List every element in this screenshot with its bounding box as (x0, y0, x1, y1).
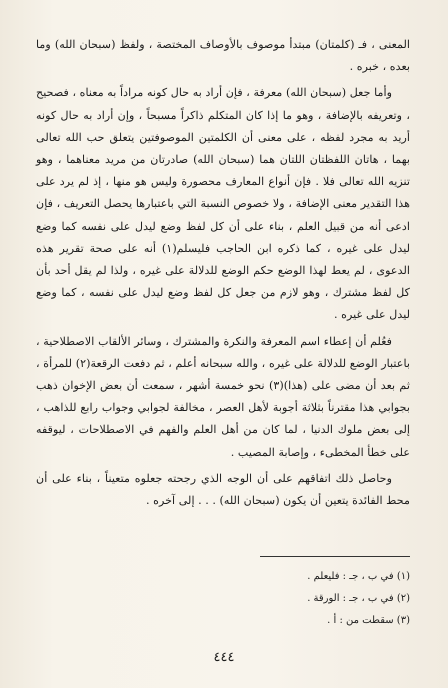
paragraph-1: المعنى ، فـ (كلمتان) مبتدأ موصوف بالأوصاف المختصة ، ولفظ (سبحان الله) وما بعده ، خبره . (36, 38, 410, 74)
footnote-divider (260, 556, 410, 557)
page-number: ٤٤٤ (213, 650, 235, 665)
footnote-3: (٣) سقطت من : أ . (327, 615, 410, 626)
footnote-2: (٢) في ب ، جـ : الورقة . (307, 593, 410, 604)
paragraph-2: وأما جعل (سبحان الله) معرفة ، فإن أراد به حال كونه مراداً به معناه ، فصحيح ، وتعريفه بالإضافة ، وهو ما إذا كان المتكلم ذاكراً مسبحاً ، وإن أراد به حال كونه أريد به مجرد لفظه ، على معنى أن الكلمتين الموصوفتين يتعلق حب الله تعالى بهما ، هاتان اللفظتان اللتان هما (سبحان الله) صادرتان من مريد معناهما ، وهو تنزيه الله تعالى فلا . فإن أنواع المعارف محصورة وليس هو منها ، إذ لم يرد على هذا التقدير معنى الإضافة ، ولا خصوص النسبة التي باعتبارها يحصل التعريف ، فإن ادعى أنه من قبيل العلم ، بناء على أن كل لفظ وضع ليدل على نفسه كما وضع ليدل على غيره ، كما ذكره ابن الحاجب فليسلم(١) أنه على صحة تقرير هذه الدعوى ، لم يعط لهذا الوضع حكم الوضع للدلالة على غيره ، ولذا لم يقل أحد بأن كل لفظ مشترك ، وهو لازم من جعل كل لفظ وضع ليدل على نفسه ، كما وضع ليدل على غيره . (36, 86, 410, 322)
main-text (36, 34, 410, 512)
paragraph-4: وحاصل ذلك اتفاقهم على أن الوجه الذي رجحته جعلوه متعيناً ، بناء على أن محط الفائدة يتعين أن يكون (سبحان الله) . . . إلى آخره . (36, 471, 410, 508)
footnotes (36, 566, 410, 632)
paragraph-3: فعُلم أن إعطاء اسم المعرفة والنكرة والمشترك ، وسائر الألقاب الاصطلاحية ، باعتبار الوضع للدلالة على غيره ، والله سبحانه أعلم ، ثم دفعت الرقعة(٢) للمرأة ، ثم بعد أن مضى على (هذا)(٣) نحو خمسة أشهر ، سمعت أن بعض الإخوان ذهب بجوابي هذا مقترناً بثلاثة أجوبة لأهل العصر ، مخالفة لجوابي وجواب رابع للذاهب ، إلى بعض ملوك الدنيا ، لما كان من أهل العلم والفهم في الاصطلاحات ، ليوقفه على خطأ المخطىء ، وإصابة المصيب . (36, 334, 411, 459)
footnote-1: (١) في ب ، جـ : فليعلم . (307, 571, 410, 582)
